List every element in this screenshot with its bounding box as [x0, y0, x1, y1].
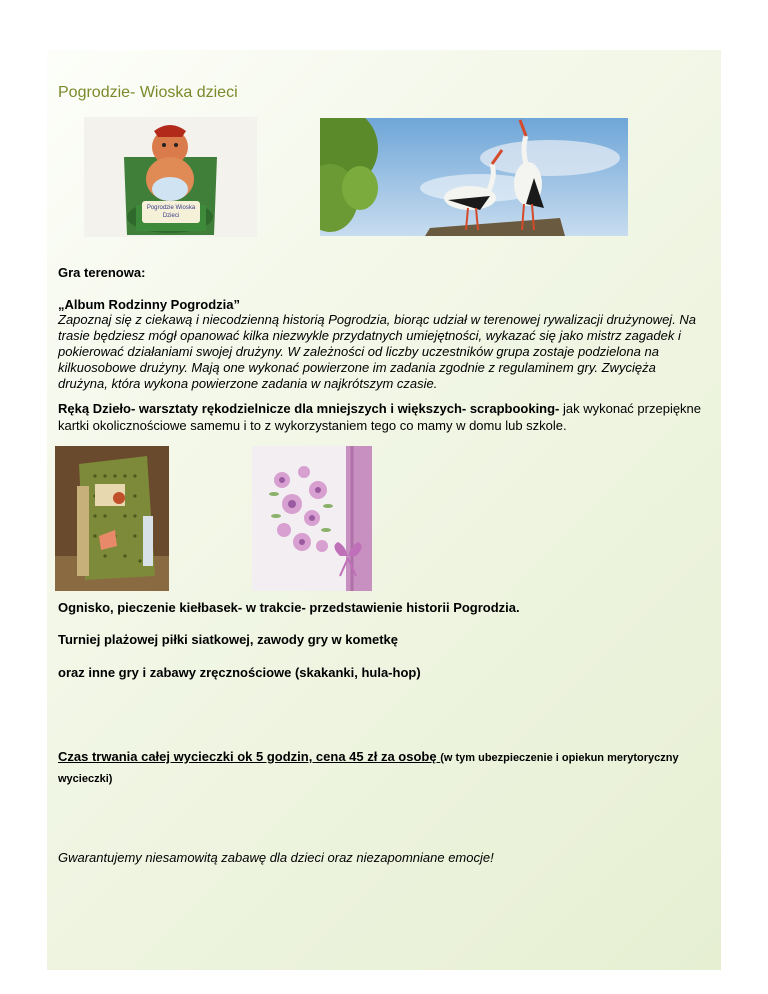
section1-body: Zapoznaj się z ciekawą i niecodzienną historią Pogrodzia, biorąc udział w terenowej rywalizacji drużynowej. Na trasie będziesz mógł opanować kilka niezwykle przydatnych umiejętności, wykazać się jako mistrz zagadek i pokierować działaniami swojej drużyny. W zależności od liczby uczestników grupa zostaje podzielona na kilkuosobowe drużyny. Mają one wykonać powierzone im zadania zgodnie z regulaminem gry. Zwycięża drużyna, która wykona powierzone zadania w najkrótszym czasie. — [58, 312, 697, 391]
duration-note: (w tym ubezpieczenie i opiekun merytoryczny wycieczki) — [58, 752, 679, 785]
line-oraz: oraz inne gry i zabawy zręcznościowe (skakanki, hula-hop) — [58, 665, 421, 680]
duration-paragraph — [58, 747, 708, 789]
scrapbook-album-photo — [55, 446, 169, 591]
storks-photo — [320, 118, 628, 236]
closing-line: Gwarantujemy niesamowitą zabawę dla dzieci oraz niezapomniane emocje! — [58, 850, 494, 865]
section1-heading: Gra terenowa: — [58, 265, 146, 280]
mascot-sign-image — [84, 117, 257, 237]
section2-normal: jak wykonać przepiękne kartki okolicznościowe samemu i to z wykorzystaniem tego co mamy w domu lub szkole. — [58, 401, 702, 433]
section2-paragraph — [58, 400, 703, 434]
mascot-sign-text: Pogrodzie Wioska Dzieci — [146, 205, 196, 219]
line-turniej: Turniej plażowej piłki siatkowej, zawody gry w kometkę — [58, 632, 399, 647]
page-title: Pogrodzie- Wioska dzieci — [58, 84, 238, 101]
duration-main: Czas trwania całej wycieczki ok 5 godzin, cena 45 zł za osobę — [58, 749, 441, 764]
floral-card-photo — [252, 446, 372, 591]
section2-bold: Ręką Dzieło- warsztaty rękodzielnicze dla mniejszych i większych- scrapbooking- — [58, 401, 560, 416]
section1-subheading: „Album Rodzinny Pogrodzia” — [58, 297, 240, 312]
line-ognisko: Ognisko, pieczenie kiełbasek- w trakcie- przedstawienie historii Pogrodzia. — [58, 600, 520, 615]
